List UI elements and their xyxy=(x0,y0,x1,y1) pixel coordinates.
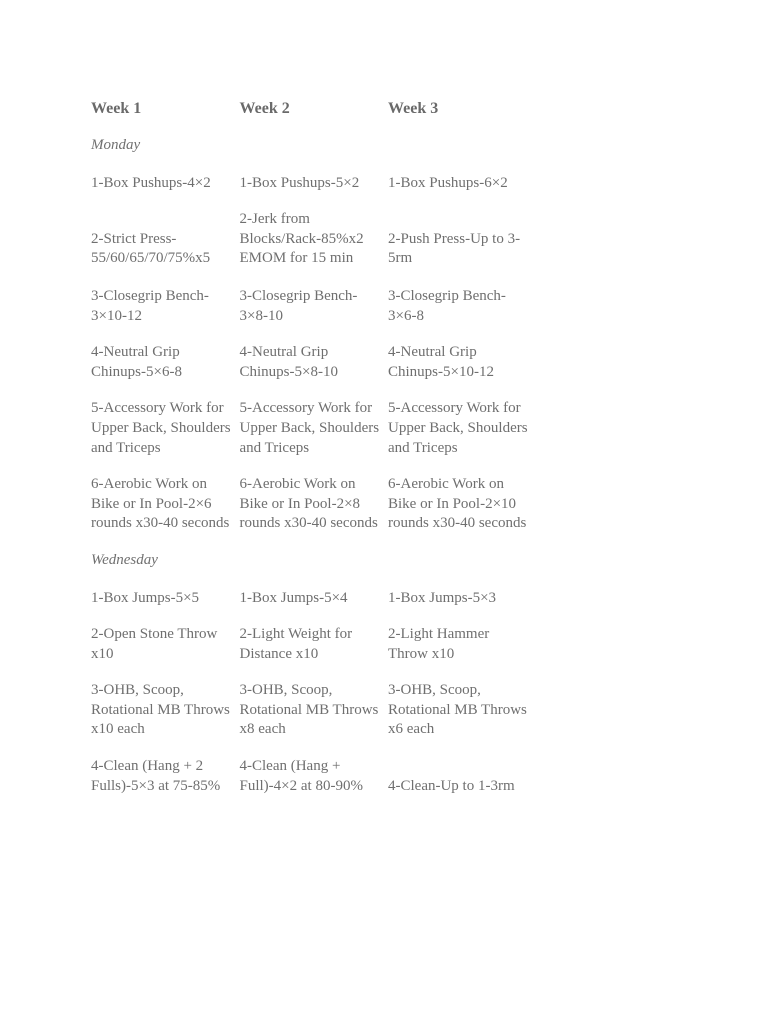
table-cell: 4-Neutral Grip Chinups-5×8-10 xyxy=(239,344,338,380)
workout-table xyxy=(91,99,536,796)
table-row xyxy=(91,399,536,458)
table-cell: 2-Push Press-Up to 3-5rm xyxy=(388,230,521,267)
table-cell: 3-OHB, Scoop, Rotational MB Throws x6 each xyxy=(388,682,527,738)
table-cell: 1-Box Pushups-5×2 xyxy=(239,174,360,191)
table-row xyxy=(91,757,536,796)
table-cell: 4-Neutral Grip Chinups-5×6-8 xyxy=(91,344,182,380)
table-cell: 1-Box Jumps-5×5 xyxy=(91,589,200,606)
table-cell: 2-Light Weight for Distance x10 xyxy=(239,626,353,662)
table-cell: 5-Accessory Work for Upper Back, Shoulders and Triceps xyxy=(239,400,380,456)
header-row xyxy=(91,99,536,119)
table-cell: 2-Strict Press-55/60/65/70/75%x5 xyxy=(91,230,211,267)
header-week-3: Week 3 xyxy=(388,100,439,118)
header-week-2: Week 2 xyxy=(239,100,290,118)
table-cell: 6-Aerobic Work on Bike or In Pool-2×8 rounds x30-40 seconds xyxy=(239,476,378,532)
table-row xyxy=(91,625,536,664)
table-cell: 4-Clean-Up to 1-3rm xyxy=(388,777,515,794)
table-cell: 5-Accessory Work for Upper Back, Shoulders and Triceps xyxy=(388,400,528,456)
table-row xyxy=(91,343,536,382)
day-row-wednesday xyxy=(91,551,536,571)
table-cell: 1-Box Pushups-6×2 xyxy=(388,174,508,191)
table-cell: 2-Open Stone Throw x10 xyxy=(91,626,218,662)
table-cell: 1-Box Jumps-5×3 xyxy=(388,589,497,606)
table-cell: 2-Jerk from Blocks/Rack-85%x2 EMOM for 15 min xyxy=(239,211,364,267)
table-cell: 4-Clean (Hang + Full)-4×2 at 80-90% xyxy=(239,758,363,794)
table-cell: 3-Closegrip Bench-3×8-10 xyxy=(239,287,358,324)
table-cell: 3-Closegrip Bench-3×6-8 xyxy=(388,287,506,324)
table-cell: 3-OHB, Scoop, Rotational MB Throws x10 each xyxy=(91,682,230,738)
table-cell: 2-Light Hammer Throw x10 xyxy=(388,626,490,662)
table-cell: 3-OHB, Scoop, Rotational MB Throws x8 each xyxy=(239,682,379,738)
table-row xyxy=(91,589,536,609)
table-cell: 3-Closegrip Bench-3×10-12 xyxy=(91,287,209,324)
header-week-1: Week 1 xyxy=(91,100,142,118)
table-cell: 4-Clean (Hang + 2 Fulls)-5×3 at 75-85% xyxy=(91,758,221,794)
table-cell: 4-Neutral Grip Chinups-5×10-12 xyxy=(388,344,494,380)
table-row xyxy=(91,210,536,269)
table-cell: 1-Box Pushups-4×2 xyxy=(91,174,211,191)
table-row xyxy=(91,174,536,194)
day-row-monday xyxy=(91,136,536,156)
day-label-wednesday: Wednesday xyxy=(91,551,158,568)
table-row xyxy=(91,681,536,740)
table-cell: 1-Box Jumps-5×4 xyxy=(239,589,348,606)
table-cell: 5-Accessory Work for Upper Back, Shoulders and Triceps xyxy=(91,400,231,456)
table-cell: 6-Aerobic Work on Bike or In Pool-2×6 rounds x30-40 seconds xyxy=(91,476,230,532)
table-row xyxy=(91,475,536,534)
day-label-monday: Monday xyxy=(91,137,141,153)
table-row xyxy=(91,287,536,326)
table-cell: 6-Aerobic Work on Bike or In Pool-2×10 rounds x30-40 seconds xyxy=(388,476,527,532)
